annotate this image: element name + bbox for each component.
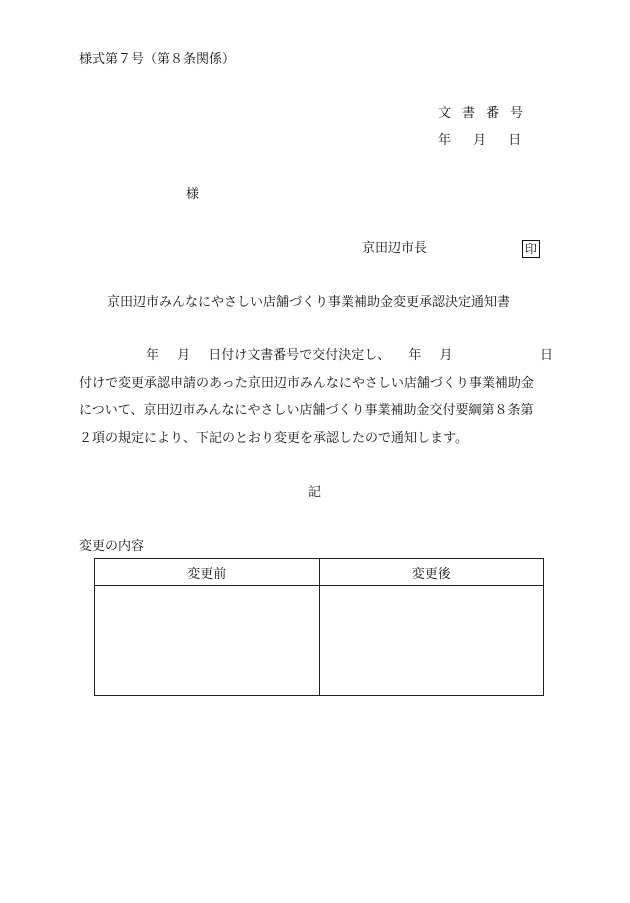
body-text-line-1-end: 日 [540, 348, 554, 363]
before-change-header: 変更前 [95, 559, 320, 586]
body-text-line-3: について、京田辺市みんなにやさしい店舗づくり事業補助金交付要綱第８条第 [79, 403, 534, 418]
before-change-cell [95, 586, 320, 696]
ki-notation: 記 [308, 485, 322, 500]
issue-date-line: 年 月 日 [438, 133, 522, 148]
body-text-line-4: ２項の規定により、下記のとおり変更を承認したので通知します。 [79, 431, 468, 446]
issuer-name: 京田辺市長 [362, 241, 428, 256]
after-change-cell [319, 586, 544, 696]
table-row [95, 586, 544, 696]
body-text-line-2: 付けで変更承認申請のあった京田辺市みんなにやさしい店舗づくり事業補助金 [79, 376, 534, 391]
seal-stamp-box: 印 [522, 240, 540, 258]
body-text-line-1: 年 月 日付け文書番号で交付決定し、 年 月 [146, 348, 453, 363]
table-header-row [95, 559, 544, 586]
after-change-header: 変更後 [319, 559, 544, 586]
change-content-heading: 変更の内容 [79, 539, 145, 554]
document-number-label: 文書番号 [438, 106, 535, 121]
form-label: 様式第７号（第８条関係） [79, 52, 236, 67]
addressee-honorific: 様 [186, 187, 200, 202]
change-content-table [94, 558, 544, 696]
document-title: 京田辺市みんなにやさしい店舗づくり事業補助金変更承認決定通知書 [107, 295, 511, 310]
